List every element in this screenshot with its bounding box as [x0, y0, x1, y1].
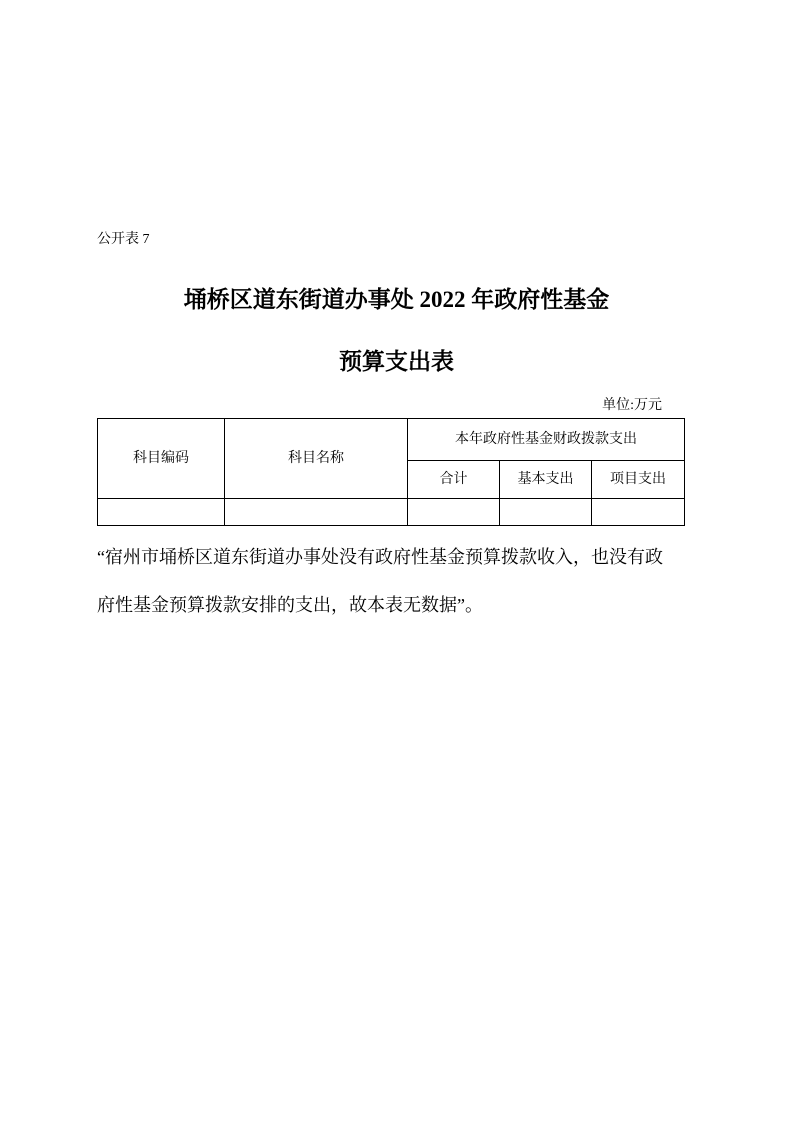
budget-expenditure-table [97, 418, 685, 526]
table-cell [592, 499, 685, 526]
document-title-line-2: 预算支出表 [339, 349, 454, 374]
table-cell [225, 499, 408, 526]
unit-label: 单位:万元 [602, 398, 662, 413]
table-row [98, 499, 685, 526]
table-cell [98, 499, 225, 526]
note-text-line-1: “宿州市埇桥区道东街道办事处没有政府性基金预算拨款收入，也没有政 [97, 547, 663, 567]
table-number: 公开表 7 [97, 232, 150, 247]
table-cell [408, 499, 500, 526]
table-cell [500, 499, 592, 526]
header-fund-expenditure-group: 本年政府性基金财政拨款支出 [408, 419, 685, 461]
document-title-line-1: 埇桥区道东街道办事处 2022 年政府性基金 [183, 287, 610, 312]
header-basic-expenditure: 基本支出 [500, 461, 592, 499]
note-text-line-2: 府性基金预算拨款安排的支出，故本表无数据”。 [97, 595, 483, 615]
header-total: 合计 [408, 461, 500, 499]
table-header-row-1 [98, 419, 685, 461]
header-project-expenditure: 项目支出 [592, 461, 685, 499]
header-subject-code: 科目编码 [98, 419, 225, 499]
header-subject-name: 科目名称 [225, 419, 408, 499]
